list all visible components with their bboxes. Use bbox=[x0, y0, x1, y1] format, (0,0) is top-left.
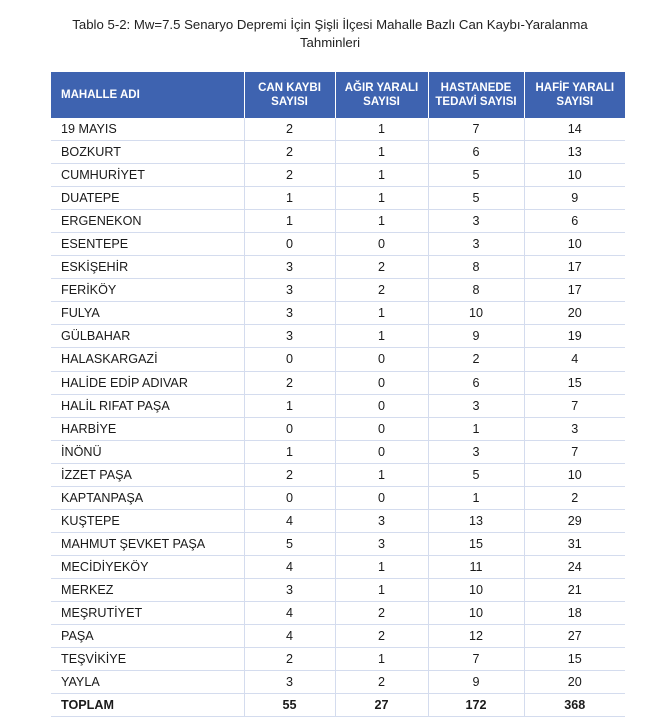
table-row bbox=[51, 210, 625, 233]
cell-hafif-yarali: 6 bbox=[524, 210, 625, 233]
cell-hastanede-tedavi: 3 bbox=[428, 394, 524, 417]
cell-can-kaybi: 2 bbox=[244, 648, 335, 671]
header-agir-yarali: AĞIR YARALI SAYISI bbox=[335, 72, 428, 118]
cell-can-kaybi: 0 bbox=[244, 417, 335, 440]
cell-mahalle-adi: MECİDİYEKÖY bbox=[51, 555, 244, 578]
cell-mahalle-adi: GÜLBAHAR bbox=[51, 325, 244, 348]
cell-can-kaybi: 1 bbox=[244, 440, 335, 463]
cell-hafif-yarali: 20 bbox=[524, 671, 625, 694]
table-row bbox=[51, 509, 625, 532]
cell-can-kaybi: 4 bbox=[244, 601, 335, 624]
table-row bbox=[51, 601, 625, 624]
cell-can-kaybi: 4 bbox=[244, 509, 335, 532]
cell-agir-yarali: 1 bbox=[335, 578, 428, 601]
cell-hafif-yarali: 3 bbox=[524, 417, 625, 440]
cell-mahalle-adi: CUMHURİYET bbox=[51, 164, 244, 187]
header-row bbox=[51, 72, 625, 118]
cell-mahalle-adi: MEŞRUTİYET bbox=[51, 601, 244, 624]
cell-hastanede-tedavi: 10 bbox=[428, 302, 524, 325]
cell-mahalle-adi: BOZKURT bbox=[51, 141, 244, 164]
cell-can-kaybi: 1 bbox=[244, 187, 335, 210]
table-row bbox=[51, 625, 625, 648]
cell-mahalle-adi: YAYLA bbox=[51, 671, 244, 694]
total-can-kaybi: 55 bbox=[244, 694, 335, 717]
cell-hafif-yarali: 17 bbox=[524, 256, 625, 279]
cell-can-kaybi: 2 bbox=[244, 118, 335, 141]
cell-hafif-yarali: 10 bbox=[524, 164, 625, 187]
cell-agir-yarali: 0 bbox=[335, 394, 428, 417]
cell-agir-yarali: 2 bbox=[335, 279, 428, 302]
cell-mahalle-adi: TEŞVİKİYE bbox=[51, 648, 244, 671]
cell-mahalle-adi: ERGENEKON bbox=[51, 210, 244, 233]
cell-hastanede-tedavi: 10 bbox=[428, 601, 524, 624]
table-row bbox=[51, 164, 625, 187]
caption-line-2: Tahminleri bbox=[299, 35, 361, 50]
casualty-table bbox=[51, 72, 625, 717]
table-row bbox=[51, 348, 625, 371]
cell-hastanede-tedavi: 9 bbox=[428, 325, 524, 348]
total-hafif-yarali: 368 bbox=[524, 694, 625, 717]
cell-hastanede-tedavi: 10 bbox=[428, 578, 524, 601]
cell-hafif-yarali: 9 bbox=[524, 187, 625, 210]
cell-agir-yarali: 0 bbox=[335, 371, 428, 394]
table-row bbox=[51, 141, 625, 164]
cell-hafif-yarali: 21 bbox=[524, 578, 625, 601]
cell-hafif-yarali: 13 bbox=[524, 141, 625, 164]
cell-mahalle-adi: FERİKÖY bbox=[51, 279, 244, 302]
cell-hastanede-tedavi: 13 bbox=[428, 509, 524, 532]
cell-mahalle-adi: HALASKARGAZİ bbox=[51, 348, 244, 371]
table-row bbox=[51, 279, 625, 302]
cell-agir-yarali: 1 bbox=[335, 648, 428, 671]
cell-hastanede-tedavi: 8 bbox=[428, 256, 524, 279]
cell-can-kaybi: 3 bbox=[244, 302, 335, 325]
cell-agir-yarali: 3 bbox=[335, 509, 428, 532]
cell-agir-yarali: 1 bbox=[335, 141, 428, 164]
cell-can-kaybi: 2 bbox=[244, 164, 335, 187]
total-hastanede-tedavi: 172 bbox=[428, 694, 524, 717]
cell-can-kaybi: 2 bbox=[244, 463, 335, 486]
cell-hastanede-tedavi: 1 bbox=[428, 486, 524, 509]
cell-agir-yarali: 1 bbox=[335, 463, 428, 486]
cell-mahalle-adi: PAŞA bbox=[51, 625, 244, 648]
cell-hafif-yarali: 31 bbox=[524, 532, 625, 555]
cell-agir-yarali: 1 bbox=[335, 118, 428, 141]
table-row bbox=[51, 256, 625, 279]
table-row bbox=[51, 440, 625, 463]
table-row bbox=[51, 671, 625, 694]
cell-agir-yarali: 0 bbox=[335, 233, 428, 256]
cell-hafif-yarali: 10 bbox=[524, 463, 625, 486]
cell-hastanede-tedavi: 7 bbox=[428, 118, 524, 141]
cell-can-kaybi: 1 bbox=[244, 210, 335, 233]
cell-agir-yarali: 1 bbox=[335, 555, 428, 578]
cell-hafif-yarali: 20 bbox=[524, 302, 625, 325]
cell-mahalle-adi: FULYA bbox=[51, 302, 244, 325]
cell-hafif-yarali: 7 bbox=[524, 394, 625, 417]
cell-mahalle-adi: HALİL RIFAT PAŞA bbox=[51, 394, 244, 417]
cell-hastanede-tedavi: 2 bbox=[428, 348, 524, 371]
cell-can-kaybi: 1 bbox=[244, 394, 335, 417]
cell-hafif-yarali: 14 bbox=[524, 118, 625, 141]
table-row bbox=[51, 555, 625, 578]
cell-agir-yarali: 1 bbox=[335, 325, 428, 348]
cell-agir-yarali: 2 bbox=[335, 625, 428, 648]
total-mahalle-adi: TOPLAM bbox=[51, 694, 244, 717]
cell-can-kaybi: 3 bbox=[244, 256, 335, 279]
table-row bbox=[51, 578, 625, 601]
cell-hafif-yarali: 7 bbox=[524, 440, 625, 463]
table-row bbox=[51, 302, 625, 325]
cell-mahalle-adi: HALİDE EDİP ADIVAR bbox=[51, 371, 244, 394]
cell-hafif-yarali: 24 bbox=[524, 555, 625, 578]
cell-mahalle-adi: HARBİYE bbox=[51, 417, 244, 440]
cell-hastanede-tedavi: 12 bbox=[428, 625, 524, 648]
cell-hafif-yarali: 17 bbox=[524, 279, 625, 302]
table-row bbox=[51, 486, 625, 509]
caption-line-1: Tablo 5-2: Mw=7.5 Senaryo Depremi İçin Şişli İlçesi Mahalle Bazlı Can Kaybı-Yaralanma bbox=[72, 17, 588, 32]
cell-can-kaybi: 3 bbox=[244, 671, 335, 694]
cell-mahalle-adi: ESENTEPE bbox=[51, 233, 244, 256]
cell-can-kaybi: 5 bbox=[244, 532, 335, 555]
cell-mahalle-adi: İZZET PAŞA bbox=[51, 463, 244, 486]
cell-mahalle-adi: MERKEZ bbox=[51, 578, 244, 601]
table-row bbox=[51, 233, 625, 256]
cell-agir-yarali: 0 bbox=[335, 440, 428, 463]
cell-mahalle-adi: ESKİŞEHİR bbox=[51, 256, 244, 279]
cell-agir-yarali: 2 bbox=[335, 671, 428, 694]
cell-hafif-yarali: 15 bbox=[524, 371, 625, 394]
cell-mahalle-adi: İNÖNÜ bbox=[51, 440, 244, 463]
cell-hastanede-tedavi: 11 bbox=[428, 555, 524, 578]
cell-mahalle-adi: DUATEPE bbox=[51, 187, 244, 210]
cell-agir-yarali: 1 bbox=[335, 210, 428, 233]
cell-agir-yarali: 2 bbox=[335, 601, 428, 624]
header-hastanede-tedavi: HASTANEDE TEDAVİ SAYISI bbox=[428, 72, 524, 118]
cell-mahalle-adi: MAHMUT ŞEVKET PAŞA bbox=[51, 532, 244, 555]
cell-hafif-yarali: 15 bbox=[524, 648, 625, 671]
cell-agir-yarali: 3 bbox=[335, 532, 428, 555]
header-mahalle-adi: MAHALLE ADI bbox=[51, 72, 244, 118]
cell-hafif-yarali: 29 bbox=[524, 509, 625, 532]
cell-hafif-yarali: 19 bbox=[524, 325, 625, 348]
cell-can-kaybi: 2 bbox=[244, 371, 335, 394]
header-can-kaybi: CAN KAYBI SAYISI bbox=[244, 72, 335, 118]
cell-agir-yarali: 1 bbox=[335, 164, 428, 187]
cell-agir-yarali: 2 bbox=[335, 256, 428, 279]
cell-can-kaybi: 3 bbox=[244, 279, 335, 302]
cell-hastanede-tedavi: 5 bbox=[428, 463, 524, 486]
cell-can-kaybi: 0 bbox=[244, 348, 335, 371]
total-row bbox=[51, 694, 625, 717]
cell-hastanede-tedavi: 5 bbox=[428, 164, 524, 187]
cell-can-kaybi: 3 bbox=[244, 325, 335, 348]
cell-hastanede-tedavi: 1 bbox=[428, 417, 524, 440]
cell-hafif-yarali: 18 bbox=[524, 601, 625, 624]
cell-can-kaybi: 2 bbox=[244, 141, 335, 164]
table-body bbox=[51, 118, 625, 717]
table-row bbox=[51, 417, 625, 440]
cell-hafif-yarali: 10 bbox=[524, 233, 625, 256]
table-row bbox=[51, 463, 625, 486]
table-caption bbox=[40, 16, 620, 52]
table-row bbox=[51, 187, 625, 210]
cell-hastanede-tedavi: 6 bbox=[428, 141, 524, 164]
cell-hastanede-tedavi: 6 bbox=[428, 371, 524, 394]
cell-agir-yarali: 0 bbox=[335, 417, 428, 440]
cell-mahalle-adi: KUŞTEPE bbox=[51, 509, 244, 532]
header-hafif-yarali: HAFİF YARALI SAYISI bbox=[524, 72, 625, 118]
cell-can-kaybi: 3 bbox=[244, 578, 335, 601]
table-row bbox=[51, 648, 625, 671]
cell-hastanede-tedavi: 15 bbox=[428, 532, 524, 555]
cell-agir-yarali: 1 bbox=[335, 302, 428, 325]
table-row bbox=[51, 118, 625, 141]
cell-can-kaybi: 0 bbox=[244, 486, 335, 509]
table-row bbox=[51, 394, 625, 417]
cell-hastanede-tedavi: 8 bbox=[428, 279, 524, 302]
cell-hastanede-tedavi: 3 bbox=[428, 440, 524, 463]
cell-can-kaybi: 4 bbox=[244, 555, 335, 578]
cell-agir-yarali: 0 bbox=[335, 486, 428, 509]
cell-agir-yarali: 1 bbox=[335, 187, 428, 210]
cell-can-kaybi: 4 bbox=[244, 625, 335, 648]
cell-hastanede-tedavi: 5 bbox=[428, 187, 524, 210]
table-row bbox=[51, 371, 625, 394]
cell-mahalle-adi: KAPTANPAŞA bbox=[51, 486, 244, 509]
cell-hastanede-tedavi: 7 bbox=[428, 648, 524, 671]
total-agir-yarali: 27 bbox=[335, 694, 428, 717]
cell-hafif-yarali: 2 bbox=[524, 486, 625, 509]
cell-mahalle-adi: 19 MAYIS bbox=[51, 118, 244, 141]
table-row bbox=[51, 325, 625, 348]
cell-agir-yarali: 0 bbox=[335, 348, 428, 371]
cell-hastanede-tedavi: 3 bbox=[428, 210, 524, 233]
cell-hafif-yarali: 27 bbox=[524, 625, 625, 648]
cell-hastanede-tedavi: 9 bbox=[428, 671, 524, 694]
table-row bbox=[51, 532, 625, 555]
cell-hastanede-tedavi: 3 bbox=[428, 233, 524, 256]
cell-hafif-yarali: 4 bbox=[524, 348, 625, 371]
cell-can-kaybi: 0 bbox=[244, 233, 335, 256]
